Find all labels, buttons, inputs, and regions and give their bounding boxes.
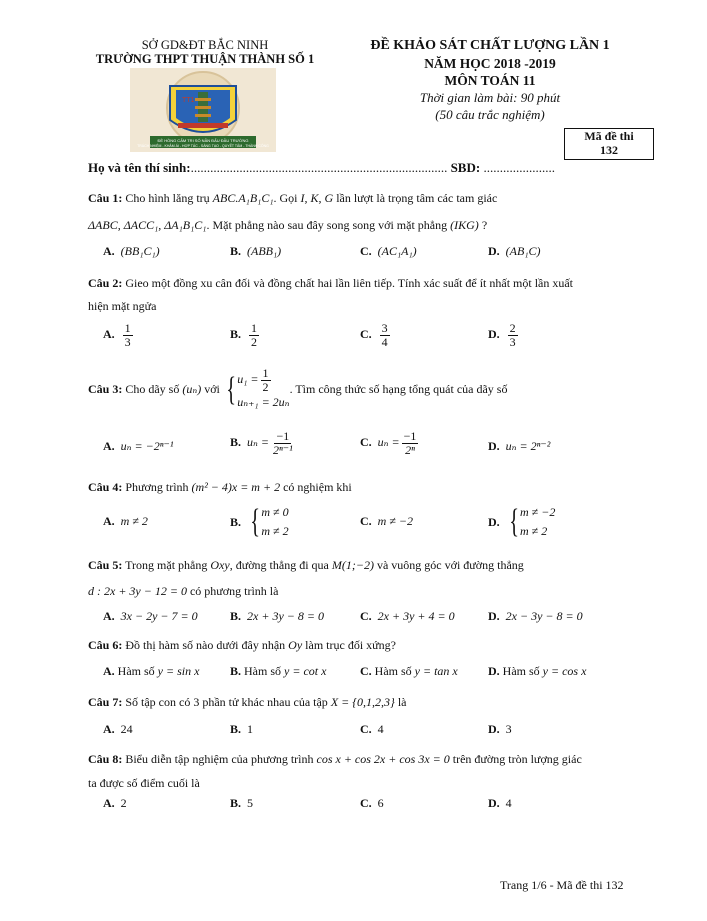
question-7-math: 3 (193, 695, 200, 709)
school-name: TRƯỜNG THPT THUẬN THÀNH SỐ 1 (95, 52, 315, 66)
numerator: 1 (262, 366, 269, 380)
system-line: m ≠ 2 (520, 524, 548, 539)
fraction (249, 322, 259, 348)
option-value: 4 (377, 722, 384, 736)
system-line: m ≠ −2 (520, 505, 556, 519)
question-7-text: phần tử khác nhau của tập (202, 695, 328, 709)
exam-code-label: Mã đề thi (584, 129, 634, 143)
question-1-text: . Gọi (273, 191, 298, 205)
q5-option-b[interactable] (230, 609, 324, 624)
question-1-text: lần lượt là trọng tâm các tam giác (336, 191, 498, 205)
q7-option-b[interactable] (230, 722, 253, 737)
question-1-text: ? (481, 218, 488, 232)
question-7-text: Số tập con có (125, 695, 191, 709)
numerator: 1 (251, 321, 258, 335)
option-value: m ≠ −2 (377, 514, 414, 528)
q2-option-a[interactable] (103, 322, 135, 348)
numerator: 1 (124, 321, 131, 335)
question-1-math: I, K, G (300, 191, 334, 205)
option-value: (BB₁C₁) (120, 244, 160, 258)
q6-option-a[interactable] (103, 664, 199, 679)
denominator: 3 (509, 334, 516, 349)
question-8-label: Câu 8: (88, 752, 123, 766)
option-letter: A. (103, 514, 115, 528)
option-letter: B. (230, 514, 242, 529)
question-5-text: và vuông góc với đường thẳng (376, 558, 524, 572)
question-8-math: cos x + cos 2x + cos 3x = 0 (316, 752, 450, 766)
option-letter: B. (230, 796, 242, 810)
q4-option-b[interactable]: B. { m ≠ 0 m ≠ 2 (230, 503, 289, 541)
question-count: (50 câu trắc nghiệm) (435, 107, 545, 122)
option-prefix: Hàm số (117, 664, 155, 678)
option-value: 6 (377, 796, 384, 810)
fraction (123, 322, 133, 348)
question-5-text: Trong mặt phẳng (125, 558, 208, 572)
q8-option-c[interactable] (360, 796, 384, 811)
question-1-math: ΔABC, ΔACC₁, ΔA₁B₁C₁ (88, 218, 207, 232)
question-4-math: (m² − 4)x = m + 2 (191, 480, 281, 494)
q1-option-c[interactable] (360, 244, 417, 259)
q7-option-d[interactable] (488, 722, 512, 737)
option-value: uₙ = 2ⁿ⁻² (505, 439, 551, 453)
question-2-label: Câu 2: (88, 276, 123, 290)
system-line: m ≠ 2 (261, 524, 289, 539)
option-letter: A. (103, 796, 115, 810)
option-value: 4 (505, 796, 512, 810)
question-6-label: Câu 6: (88, 638, 123, 652)
option-letter: C. (360, 514, 372, 528)
option-letter: B. (230, 326, 242, 341)
q6-option-d[interactable] (488, 664, 586, 679)
q1-option-b[interactable] (230, 244, 281, 259)
option-letter: B. (230, 609, 242, 623)
system-line: m ≠ 0 (261, 505, 289, 519)
option-letter: C. (360, 609, 372, 623)
option-prefix: Hàm số (374, 664, 412, 678)
option-letter: D. (488, 514, 500, 529)
question-7-math: X = {0,1,2,3} (330, 695, 395, 709)
sbd-label: SBD: (450, 160, 481, 175)
svg-text:TT1: TT1 (182, 97, 195, 104)
question-1-math: ABC.A₁B₁C₁ (212, 191, 274, 205)
option-value: 2x + 3y − 8 = 0 (247, 609, 324, 623)
option-value: (AC₁A₁) (377, 244, 417, 258)
option-letter: D. (488, 326, 500, 341)
question-7 (88, 691, 633, 713)
question-4-text: có nghiệm khi (283, 480, 352, 494)
option-letter: A. (103, 244, 115, 258)
question-1-line-2 (88, 214, 633, 236)
question-8 (88, 748, 633, 770)
q1-option-a[interactable] (103, 244, 160, 259)
option-letter: B. (230, 722, 242, 736)
option-value: 24 (120, 722, 133, 736)
q1-option-d[interactable] (488, 244, 541, 259)
q2-option-b[interactable] (230, 322, 261, 348)
option-letter: A. (103, 722, 115, 736)
q3-option-d[interactable] (488, 439, 550, 454)
option-value: uₙ = (377, 434, 400, 449)
option-value: y = tan x (414, 664, 458, 678)
question-1-math: (IKG) (450, 218, 479, 232)
logo-banner-line-2: TRÁCH NHIỆM - KHẢM ÁI - HỢP TÁC - SÁNG TẠO - QUYẾT TÂM - THÀNH CÔNG (137, 144, 269, 148)
option-value: 5 (247, 796, 254, 810)
exam-duration: Thời gian làm bài: 90 phút (419, 90, 561, 105)
option-letter: A. (103, 326, 115, 341)
fraction (508, 322, 518, 348)
question-2-text: Gieo một đồng xu cân đối và đồng chất hai lần liên tiếp. Tính xác suất để ít nhất một lần xuất (125, 276, 574, 290)
denominator: 2 (262, 379, 269, 394)
question-8-text: trên đường tròn lượng giác (452, 752, 582, 766)
option-value: 3x − 2y − 7 = 0 (120, 609, 198, 623)
question-3 (88, 367, 633, 412)
q4-option-c[interactable] (360, 514, 413, 529)
option-value: 2 (120, 796, 127, 810)
q8-option-d[interactable] (488, 796, 512, 811)
q7-option-c[interactable] (360, 722, 384, 737)
option-letter: D. (488, 796, 500, 810)
option-value: 2x − 3y − 8 = 0 (505, 609, 583, 623)
option-letter: D. (488, 244, 500, 258)
option-letter: D. (488, 722, 500, 736)
question-3-text: . Tìm công thức số hạng tổng quát của dãy số (289, 382, 508, 397)
q5-option-d[interactable] (488, 609, 583, 624)
system-line: u₁ = (237, 371, 259, 386)
q2-option-c[interactable] (360, 322, 392, 348)
option-value: y = cos x (542, 664, 587, 678)
question-6-math: Oy (288, 638, 303, 652)
page-footer: Trang 1/6 - Mã đề thi 132 (500, 878, 624, 892)
question-7-text: là (397, 695, 407, 709)
question-3-math: (uₙ) (182, 382, 202, 397)
option-letter: D. (488, 664, 500, 678)
q8-option-b[interactable] (230, 796, 253, 811)
question-6 (88, 634, 633, 656)
denominator: 3 (124, 334, 131, 349)
student-name-field: ............................................................................... (190, 160, 448, 175)
numerator: 2 (509, 321, 516, 335)
logo-banner-line-1: ĐỀ HỒNG CẤM TRI SỐ NẦN ĐẤU ĐẦU TRƯỜNG (157, 138, 249, 143)
exam-code-box (564, 128, 654, 160)
option-letter: D. (488, 609, 500, 623)
q4-option-d[interactable]: D. { m ≠ −2 m ≠ 2 (488, 503, 556, 541)
option-value: (ABB₁) (247, 244, 282, 258)
question-7-label: Câu 7: (88, 695, 123, 709)
fraction (380, 322, 390, 348)
option-letter: B. (230, 244, 242, 258)
q4-option-a[interactable] (103, 514, 148, 529)
option-letter: A. (103, 609, 115, 623)
option-letter: C. (360, 796, 372, 810)
department-name: SỞ GD&ĐT BẮC NINH (141, 38, 269, 52)
question-6-text: Đồ thị hàm số nào dưới đây nhận (125, 638, 286, 652)
q3-option-a[interactable] (103, 439, 173, 454)
q2-option-d[interactable] (488, 322, 520, 348)
question-3-text: Cho dãy số (125, 382, 180, 397)
option-value: y = sin x (157, 664, 200, 678)
question-3-text: với (204, 382, 220, 397)
question-5-math: Oxy (210, 558, 230, 572)
student-name-label: Họ và tên thí sinh: (88, 160, 191, 175)
option-letter: B. (230, 664, 242, 678)
q3-option-b[interactable] (230, 430, 297, 456)
question-5-text: , đường thẳng đi qua (229, 558, 329, 572)
question-5-math: d : 2x + 3y − 12 = 0 (88, 584, 187, 598)
recurrence-system: { u₁ = $\frac{1}{2}$ uₙ₊₁ = 2uₙ (223, 367, 290, 412)
system-line: uₙ₊₁ = 2uₙ (237, 395, 290, 410)
q5-option-a[interactable] (103, 609, 198, 624)
denominator: 2ⁿ (405, 442, 415, 457)
q6-option-c[interactable] (360, 664, 458, 679)
sbd-field: ...................... (483, 160, 555, 175)
question-2-line-2: hiện mặt ngửa (88, 299, 157, 313)
question-8-line-2: ta được số điểm cuối là (88, 776, 200, 790)
q3-option-c[interactable] (360, 430, 420, 456)
exam-title: ĐỀ KHẢO SÁT CHẤT LƯỢNG LẦN 1 (370, 38, 610, 53)
option-letter: B. (230, 434, 242, 449)
question-2 (88, 272, 633, 294)
option-letter: C. (360, 244, 372, 258)
denominator: 2ⁿ⁻¹ (272, 442, 293, 457)
numerator: −1 (403, 429, 417, 443)
q7-option-a[interactable] (103, 722, 133, 737)
q5-option-c[interactable] (360, 609, 455, 624)
option-value: 2x + 3y + 4 = 0 (377, 609, 455, 623)
exam-code-value: 132 (600, 143, 618, 157)
question-5-line-2 (88, 580, 633, 602)
option-letter: C. (360, 326, 372, 341)
question-5-math: M(1;−2) (331, 558, 374, 572)
option-letter: A. (103, 439, 115, 453)
question-5-text: có phương trình là (189, 584, 279, 598)
question-4-text: Phương trình (125, 480, 189, 494)
denominator: 2 (251, 334, 258, 349)
question-1-text: . Mặt phẳng nào sau đây song song với mặt phẳng (206, 218, 448, 232)
option-letter: D. (488, 439, 500, 453)
q8-option-a[interactable] (103, 796, 127, 811)
option-letter: A. (103, 664, 115, 678)
option-value: 3 (505, 722, 512, 736)
option-value: 1 (247, 722, 254, 736)
option-prefix: Hàm số (502, 664, 540, 678)
option-value: y = cot x (284, 664, 327, 678)
question-4 (88, 476, 633, 498)
numerator: −1 (276, 429, 290, 443)
student-info-line (88, 160, 608, 176)
option-letter: C. (360, 664, 372, 678)
question-5-label: Câu 5: (88, 558, 123, 572)
question-1 (88, 187, 633, 209)
question-5 (88, 554, 633, 576)
question-4-label: Câu 4: (88, 480, 123, 494)
option-value: (AB₁C) (505, 244, 541, 258)
question-6-text: làm trục đối xứng? (305, 638, 396, 652)
option-value: uₙ = −2ⁿ⁻¹ (120, 439, 174, 453)
school-year: NĂM HỌC 2018 -2019 (424, 56, 556, 71)
option-value: m ≠ 2 (120, 514, 148, 528)
option-letter: C. (360, 434, 372, 449)
denominator: 4 (381, 334, 388, 349)
question-1-text: Cho hình lăng trụ (125, 191, 210, 205)
option-letter: C. (360, 722, 372, 736)
question-8-text: Biểu diễn tập nghiệm của phương trình (125, 752, 314, 766)
subject-title: MÔN TOÁN 11 (444, 73, 536, 88)
numerator: 3 (381, 321, 388, 335)
option-value: uₙ = (247, 434, 269, 449)
question-1-label: Câu 1: (88, 191, 123, 205)
question-3-label: Câu 3: (88, 382, 123, 397)
q6-option-b[interactable] (230, 664, 326, 679)
option-prefix: Hàm số (244, 664, 282, 678)
